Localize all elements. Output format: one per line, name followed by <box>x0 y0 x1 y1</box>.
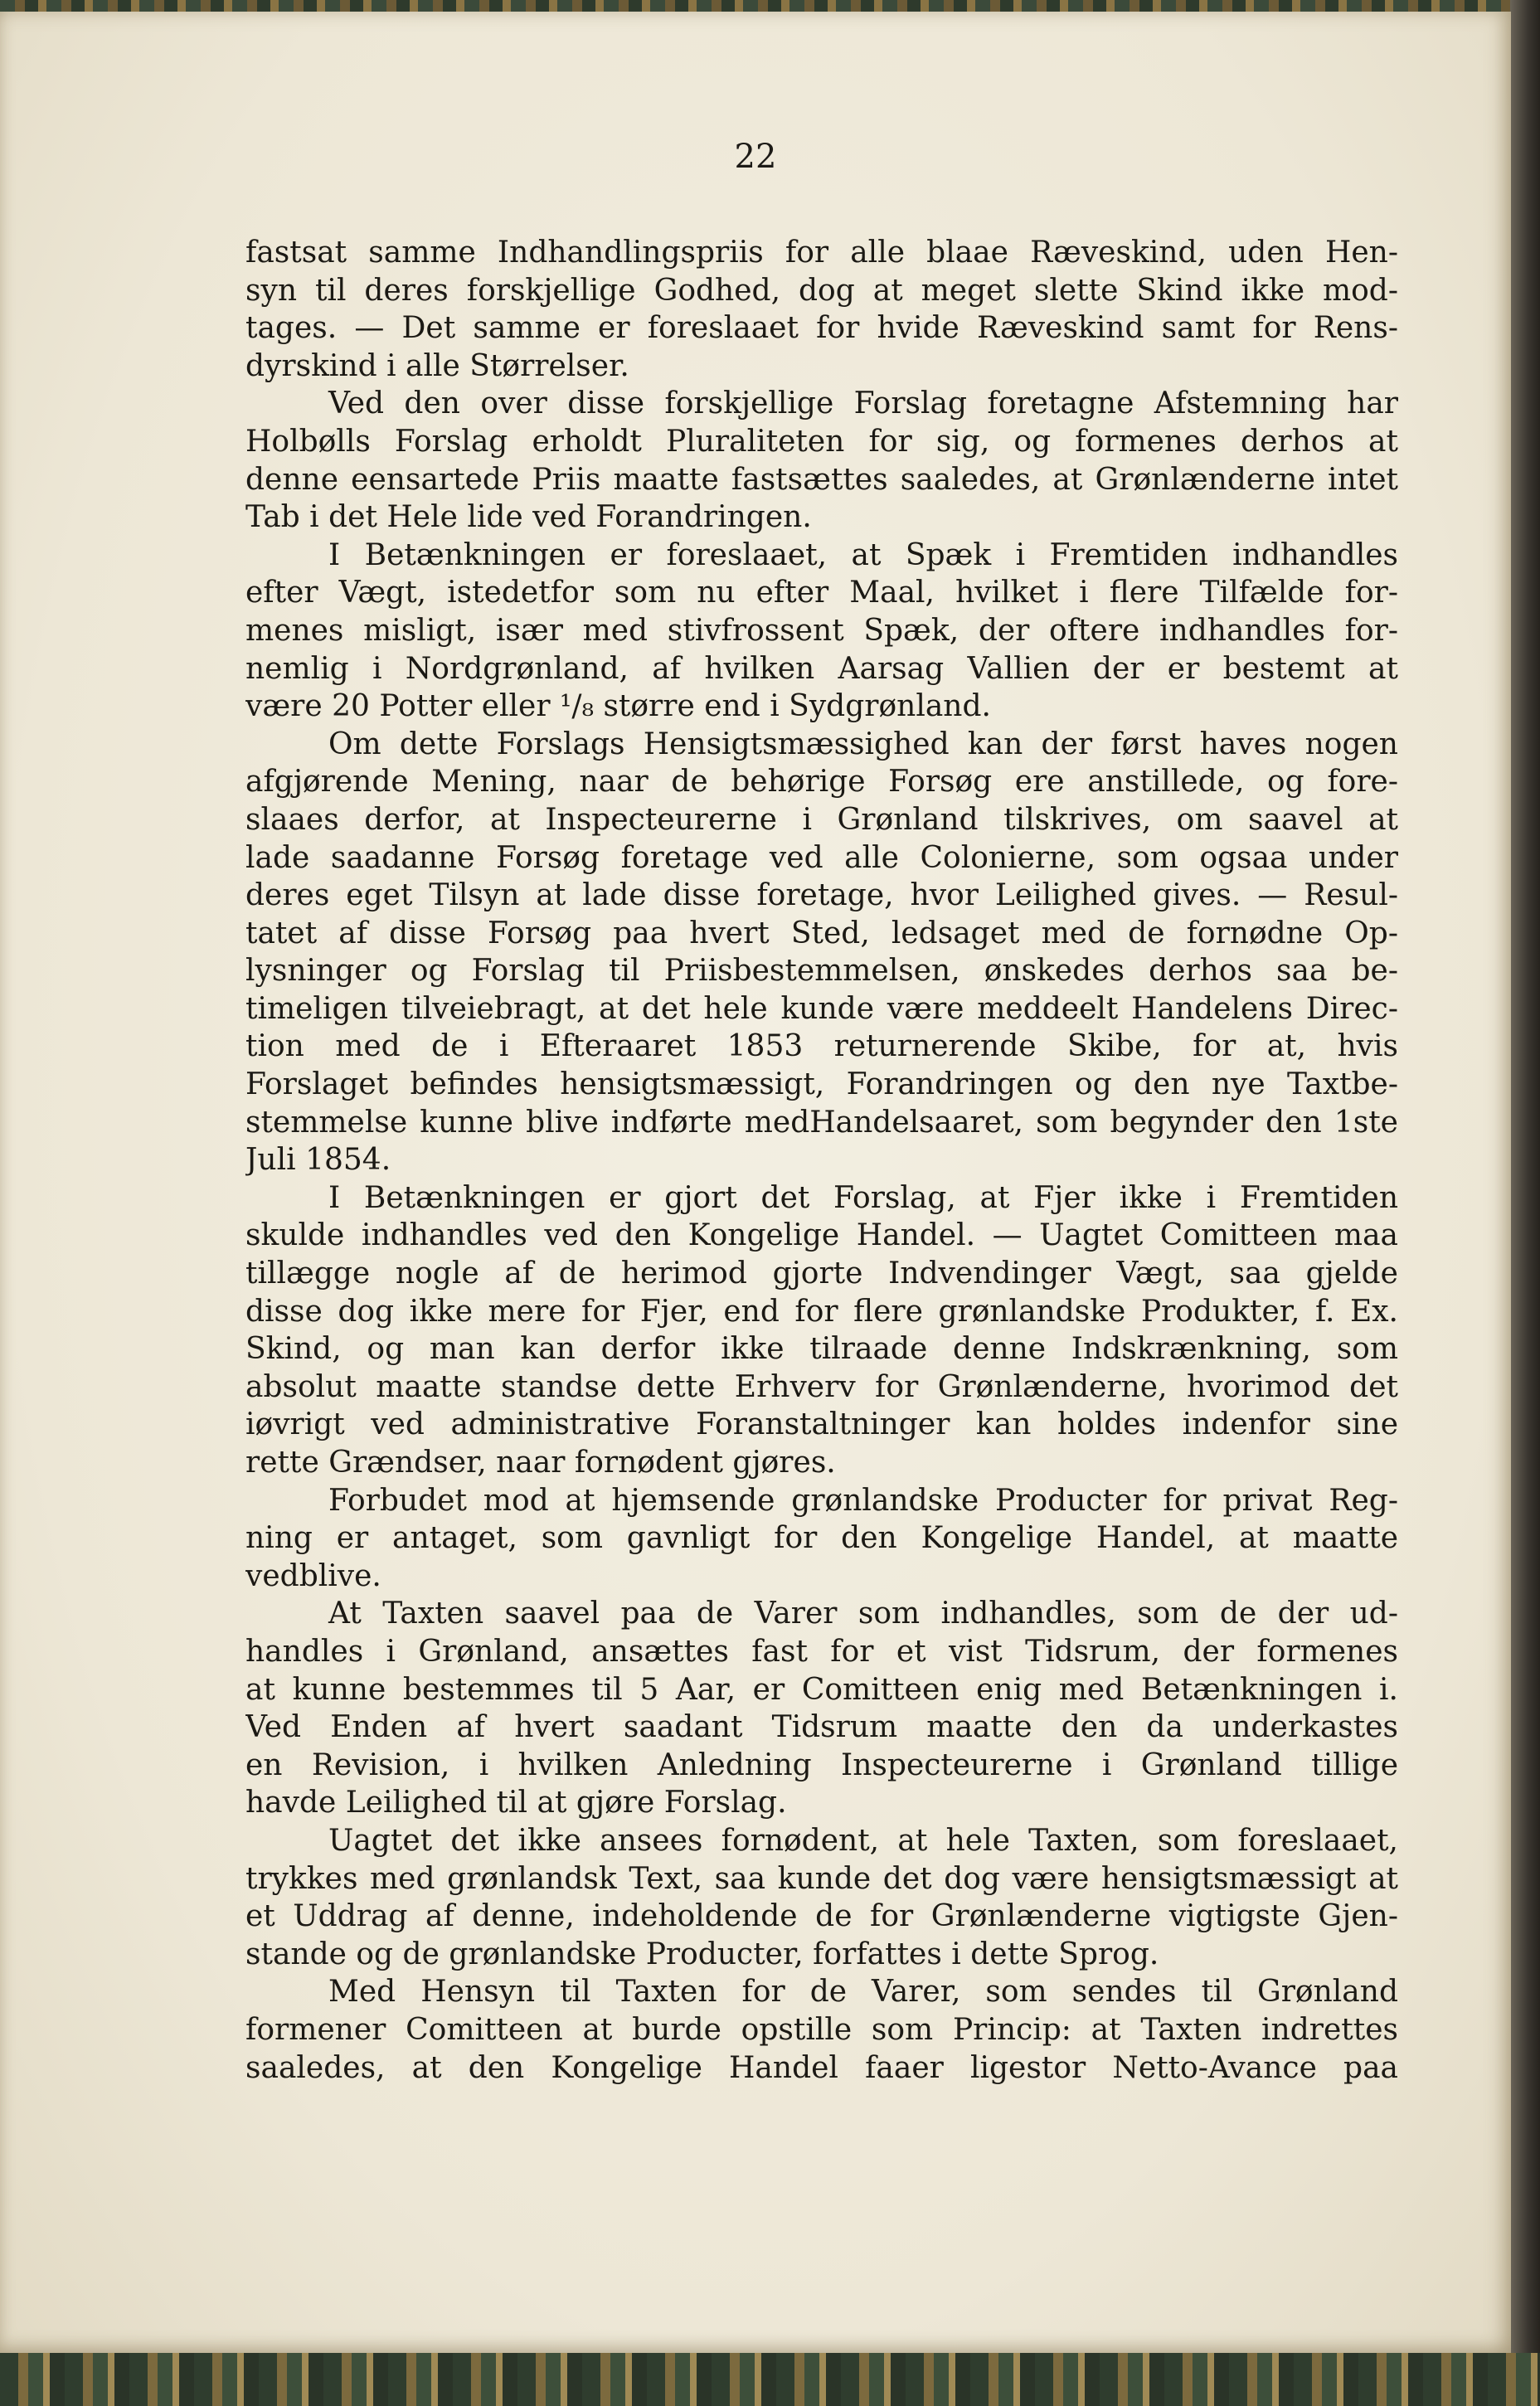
text-line: tatet af disse Forsøg paa hvert Sted, ledsaget med de fornødne Op- <box>245 916 1398 950</box>
text-line: tillægge nogle af de herimod gjorte Indvendinger Vægt, saa gjelde <box>245 1256 1398 1291</box>
text-line: stande og de grønlandske Producter, forfattes i dette Sprog. <box>245 1937 1159 1971</box>
text-line: iøvrigt ved administrative Foranstaltninger kan holdes indenfor sine <box>245 1407 1398 1442</box>
text-line: fastsat samme Indhandlingspriis for alle blaae Ræveskind, uden Hen- <box>245 236 1398 270</box>
text-line: lysninger og Forslag til Priisbestemmelsen, ønskedes derhos saa be- <box>245 954 1398 989</box>
text-line: formener Comitteen at burde opstille som Princip: at Taxten indrettes <box>245 2012 1398 2047</box>
text-line: Forslaget befindes hensigtsmæssigt, Forandringen og den nye Taxtbe- <box>245 1067 1398 1102</box>
text-line: stemmelse kunne blive indførte medHandelsaaret, som begynder den 1ste <box>245 1105 1398 1140</box>
text-line: afgjørende Mening, naar de behørige Forsøg ere anstillede, og fore- <box>245 765 1398 800</box>
text-line: et Uddrag af denne, indeholdende de for Grønlænderne vigtigste Gjen- <box>245 1899 1398 1934</box>
text-line: skulde indhandles ved den Kongelige Handel. — Uagtet Comitteen maa <box>245 1218 1398 1253</box>
text-line: Med Hensyn til Taxten for de Varer, som sendes til Grønland <box>328 1975 1398 2010</box>
text-line: at kunne bestemmes til 5 Aar, er Comitteen enig med Betænkningen i. <box>245 1672 1398 1707</box>
text-line: rette Grændser, naar fornødent gjøres. <box>245 1446 836 1480</box>
text-line: disse dog ikke mere for Fjer, end for flere grønlandske Produkter, f. Ex. <box>245 1294 1398 1329</box>
text-line: efter Vægt, istedetfor som nu efter Maal, hvilket i flere Tilfælde for- <box>245 576 1398 610</box>
text-line: saaledes, at den Kongelige Handel faaer ligestor Netto-Avance paa <box>245 2050 1398 2085</box>
text-line: Ved den over disse forskjellige Forslag foretagne Afstemning har <box>328 386 1398 421</box>
text-line: Uagtet det ikke ansees fornødent, at hele Taxten, som foreslaaet, <box>328 1823 1398 1858</box>
text-line: tages. — Det samme er foreslaaet for hvide Ræveskind samt for Rens- <box>245 311 1398 346</box>
text-line: lade saadanne Forsøg foretage ved alle Colonierne, som ogsaa under <box>245 840 1398 875</box>
text-line: deres eget Tilsyn at lade disse foretage, hvor Leilighed gives. — Resul- <box>245 878 1398 913</box>
text-line: dyrskind i alle Størrelser. <box>245 348 629 383</box>
text-line: Tab i det Hele lide ved Forandringen. <box>245 500 812 535</box>
text-line: syn til deres forskjellige Godhed, dog at meget slette Skind ikke mod- <box>245 273 1398 308</box>
book-bottom-edge <box>0 2353 1540 2406</box>
body-text <box>245 234 1398 2087</box>
text-line: I Betænkningen er foreslaaet, at Spæk i Fremtiden indhandles <box>328 537 1398 572</box>
text-line: Juli 1854. <box>245 1143 391 1178</box>
book-page <box>0 12 1511 2355</box>
text-line: Om dette Forslags Hensigtsmæssighed kan der først haves nogen <box>328 727 1398 761</box>
text-line: havde Leilighed til at gjøre Forslag. <box>245 1786 787 1820</box>
text-line: slaaes derfor, at Inspecteurerne i Grønland tilskrives, om saavel at <box>245 802 1398 837</box>
text-line: menes misligt, især med stivfrossent Spæk, der oftere indhandles for- <box>245 613 1398 648</box>
text-line: denne eensartede Priis maatte fastsættes saaledes, at Grønlænderne intet <box>245 462 1398 497</box>
text-line: Forbudet mod at hjemsende grønlandske Producter for privat Reg- <box>328 1483 1398 1518</box>
text-line: I Betænkningen er gjort det Forslag, at Fjer ikke i Fremtiden <box>328 1180 1398 1215</box>
text-line: absolut maatte standse dette Erhverv for Grønlænderne, hvorimod det <box>245 1369 1398 1404</box>
text-line: en Revision, i hvilken Anledning Inspecteurerne i Grønland tillige <box>245 1747 1398 1782</box>
text-line: Holbølls Forslag erholdt Pluraliteten for sig, og formenes derhos at <box>245 424 1398 459</box>
text-line: Ved Enden af hvert saadant Tidsrum maatte den da underkastes <box>245 1710 1398 1745</box>
text-line: være 20 Potter eller ¹/₈ større end i Sydgrønland. <box>245 689 991 724</box>
text-line: ning er antaget, som gavnligt for den Kongelige Handel, at maatte <box>245 1521 1398 1556</box>
text-line: handles i Grønland, ansættes fast for et vist Tidsrum, der formenes <box>245 1634 1398 1669</box>
page-number: 22 <box>734 138 777 176</box>
text-line: Skind, og man kan derfor ikke tilraade denne Indskrænkning, som <box>245 1332 1398 1367</box>
text-line: nemlig i Nordgrønland, af hvilken Aarsag Vallien der er bestemt at <box>245 651 1398 686</box>
text-line: At Taxten saavel paa de Varer som indhandles, som de der ud- <box>328 1597 1398 1631</box>
text-line: trykkes med grønlandsk Text, saa kunde det dog være hensigtsmæssigt at <box>245 1861 1398 1896</box>
text-line: vedblive. <box>245 1558 381 1593</box>
text-line: timeligen tilveiebragt, at det hele kunde være meddeelt Handelens Direc- <box>245 991 1398 1026</box>
book-right-edge <box>1510 0 1540 2406</box>
text-line: tion med de i Efteraaret 1853 returnerende Skibe, for at, hvis <box>245 1029 1398 1064</box>
